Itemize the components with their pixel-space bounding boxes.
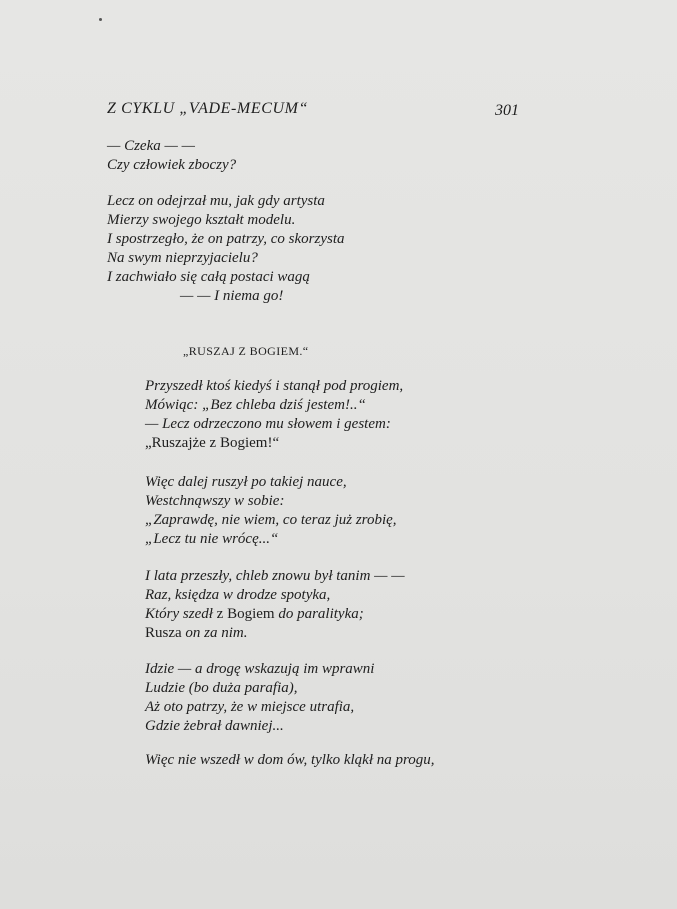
stanza-2	[107, 192, 345, 306]
verse-line: I lata przeszły, chleb znowu był tanim — —	[145, 568, 405, 584]
stanza-1	[107, 137, 236, 175]
verse-line: Westchnąwszy w sobie:	[145, 493, 285, 509]
verse-fragment: do paralityka;	[274, 606, 364, 622]
verse-line: Mierzy swojego kształt modelu.	[107, 212, 296, 228]
verse-fragment: on za nim.	[185, 625, 248, 641]
poem-title: „RUSZAJ Z BOGIEM.“	[183, 344, 309, 358]
verse-line: Mówiąc: „Bez chleba dziś jestem!..“	[145, 397, 366, 413]
verse-fragment: Który szedł	[145, 606, 217, 622]
verse-line: Więc dalej ruszył po takiej nauce,	[145, 474, 347, 490]
verse-fragment: Rusza	[145, 625, 186, 641]
ink-speck	[99, 18, 102, 21]
verse-line: Idzie — a drogę wskazują im wprawni	[145, 661, 375, 677]
verse-line	[145, 605, 405, 624]
verse-fragment: z Bogiem	[216, 606, 275, 622]
verse-line: Raz, księdza w drodze spotyka,	[145, 587, 331, 603]
verse-line: „Zaprawdę, nie wiem, co teraz już zrobię,	[145, 512, 397, 528]
poem-stanza-3	[145, 567, 405, 643]
verse-line: Ludzie (bo duża parafia),	[145, 680, 298, 696]
poem-stanza-1	[145, 377, 403, 453]
verse-line: I zachwiało się całą postaci wagą	[107, 269, 310, 285]
verse-line: „Ruszajże z Bogiem!“	[145, 435, 280, 451]
poem-stanza-4	[145, 660, 374, 736]
verse-line: — Lecz odrzeczono mu słowem i gestem:	[145, 416, 391, 432]
verse-line: Czy człowiek zboczy?	[107, 157, 237, 173]
running-title: Z CYKLU „VADE-MECUM“	[107, 100, 309, 117]
poem-stanza-2	[145, 473, 397, 549]
page-number: 301	[495, 102, 519, 119]
verse-line: — — I niema go!	[180, 288, 284, 304]
verse-line: „Lecz tu nie wrócę...“	[145, 531, 279, 547]
poem-stanza-5	[145, 751, 435, 770]
verse-line: Aż oto patrzy, że w miejsce utrafia,	[145, 699, 355, 715]
verse-line: Na swym nieprzyjacielu?	[107, 250, 258, 266]
verse-line: Przyszedł ktoś kiedyś i stanął pod progiem,	[145, 378, 404, 394]
verse-line	[145, 624, 405, 643]
verse-line: Lecz on odejrzał mu, jak gdy artysta	[107, 193, 325, 209]
verse-line: — Czeka — —	[107, 138, 195, 154]
verse-line: Więc nie wszedł w dom ów, tylko kląkł na progu,	[145, 752, 435, 768]
verse-line: I spostrzegło, że on patrzy, co skorzysta	[107, 231, 345, 247]
page-header	[107, 100, 527, 124]
verse-line: Gdzie żebrał dawniej...	[145, 718, 284, 734]
